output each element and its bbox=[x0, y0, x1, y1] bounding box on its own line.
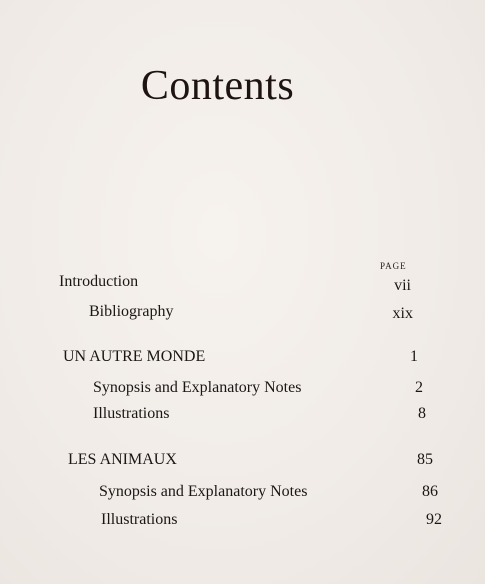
toc-entry-synopsis-2: Synopsis and Explanatory Notes bbox=[99, 483, 308, 500]
toc-page-synopsis-1: 2 bbox=[415, 379, 423, 396]
toc-entry-bibliography: Bibliography bbox=[89, 303, 174, 320]
toc-entry-synopsis-1: Synopsis and Explanatory Notes bbox=[93, 379, 302, 396]
page-title: Contents bbox=[140, 63, 295, 109]
toc-entry-introduction: Introduction bbox=[59, 273, 139, 290]
page-column-header: PAGE bbox=[380, 261, 407, 271]
toc-entry-un-autre-monde: UN AUTRE MONDE bbox=[63, 348, 206, 365]
toc-page-illustrations-1: 8 bbox=[418, 405, 426, 422]
toc-page-synopsis-2: 86 bbox=[422, 483, 438, 500]
toc-page-bibliography: xix bbox=[392, 305, 413, 322]
toc-page-introduction: vii bbox=[394, 277, 411, 294]
toc-entry-illustrations-1: Illustrations bbox=[93, 405, 170, 422]
toc-page-un-autre-monde: 1 bbox=[410, 348, 418, 365]
toc-entry-illustrations-2: Illustrations bbox=[101, 511, 178, 528]
toc-page-illustrations-2: 92 bbox=[426, 511, 442, 528]
toc-entry-les-animaux: LES ANIMAUX bbox=[68, 451, 177, 468]
toc-page-les-animaux: 85 bbox=[417, 451, 433, 468]
